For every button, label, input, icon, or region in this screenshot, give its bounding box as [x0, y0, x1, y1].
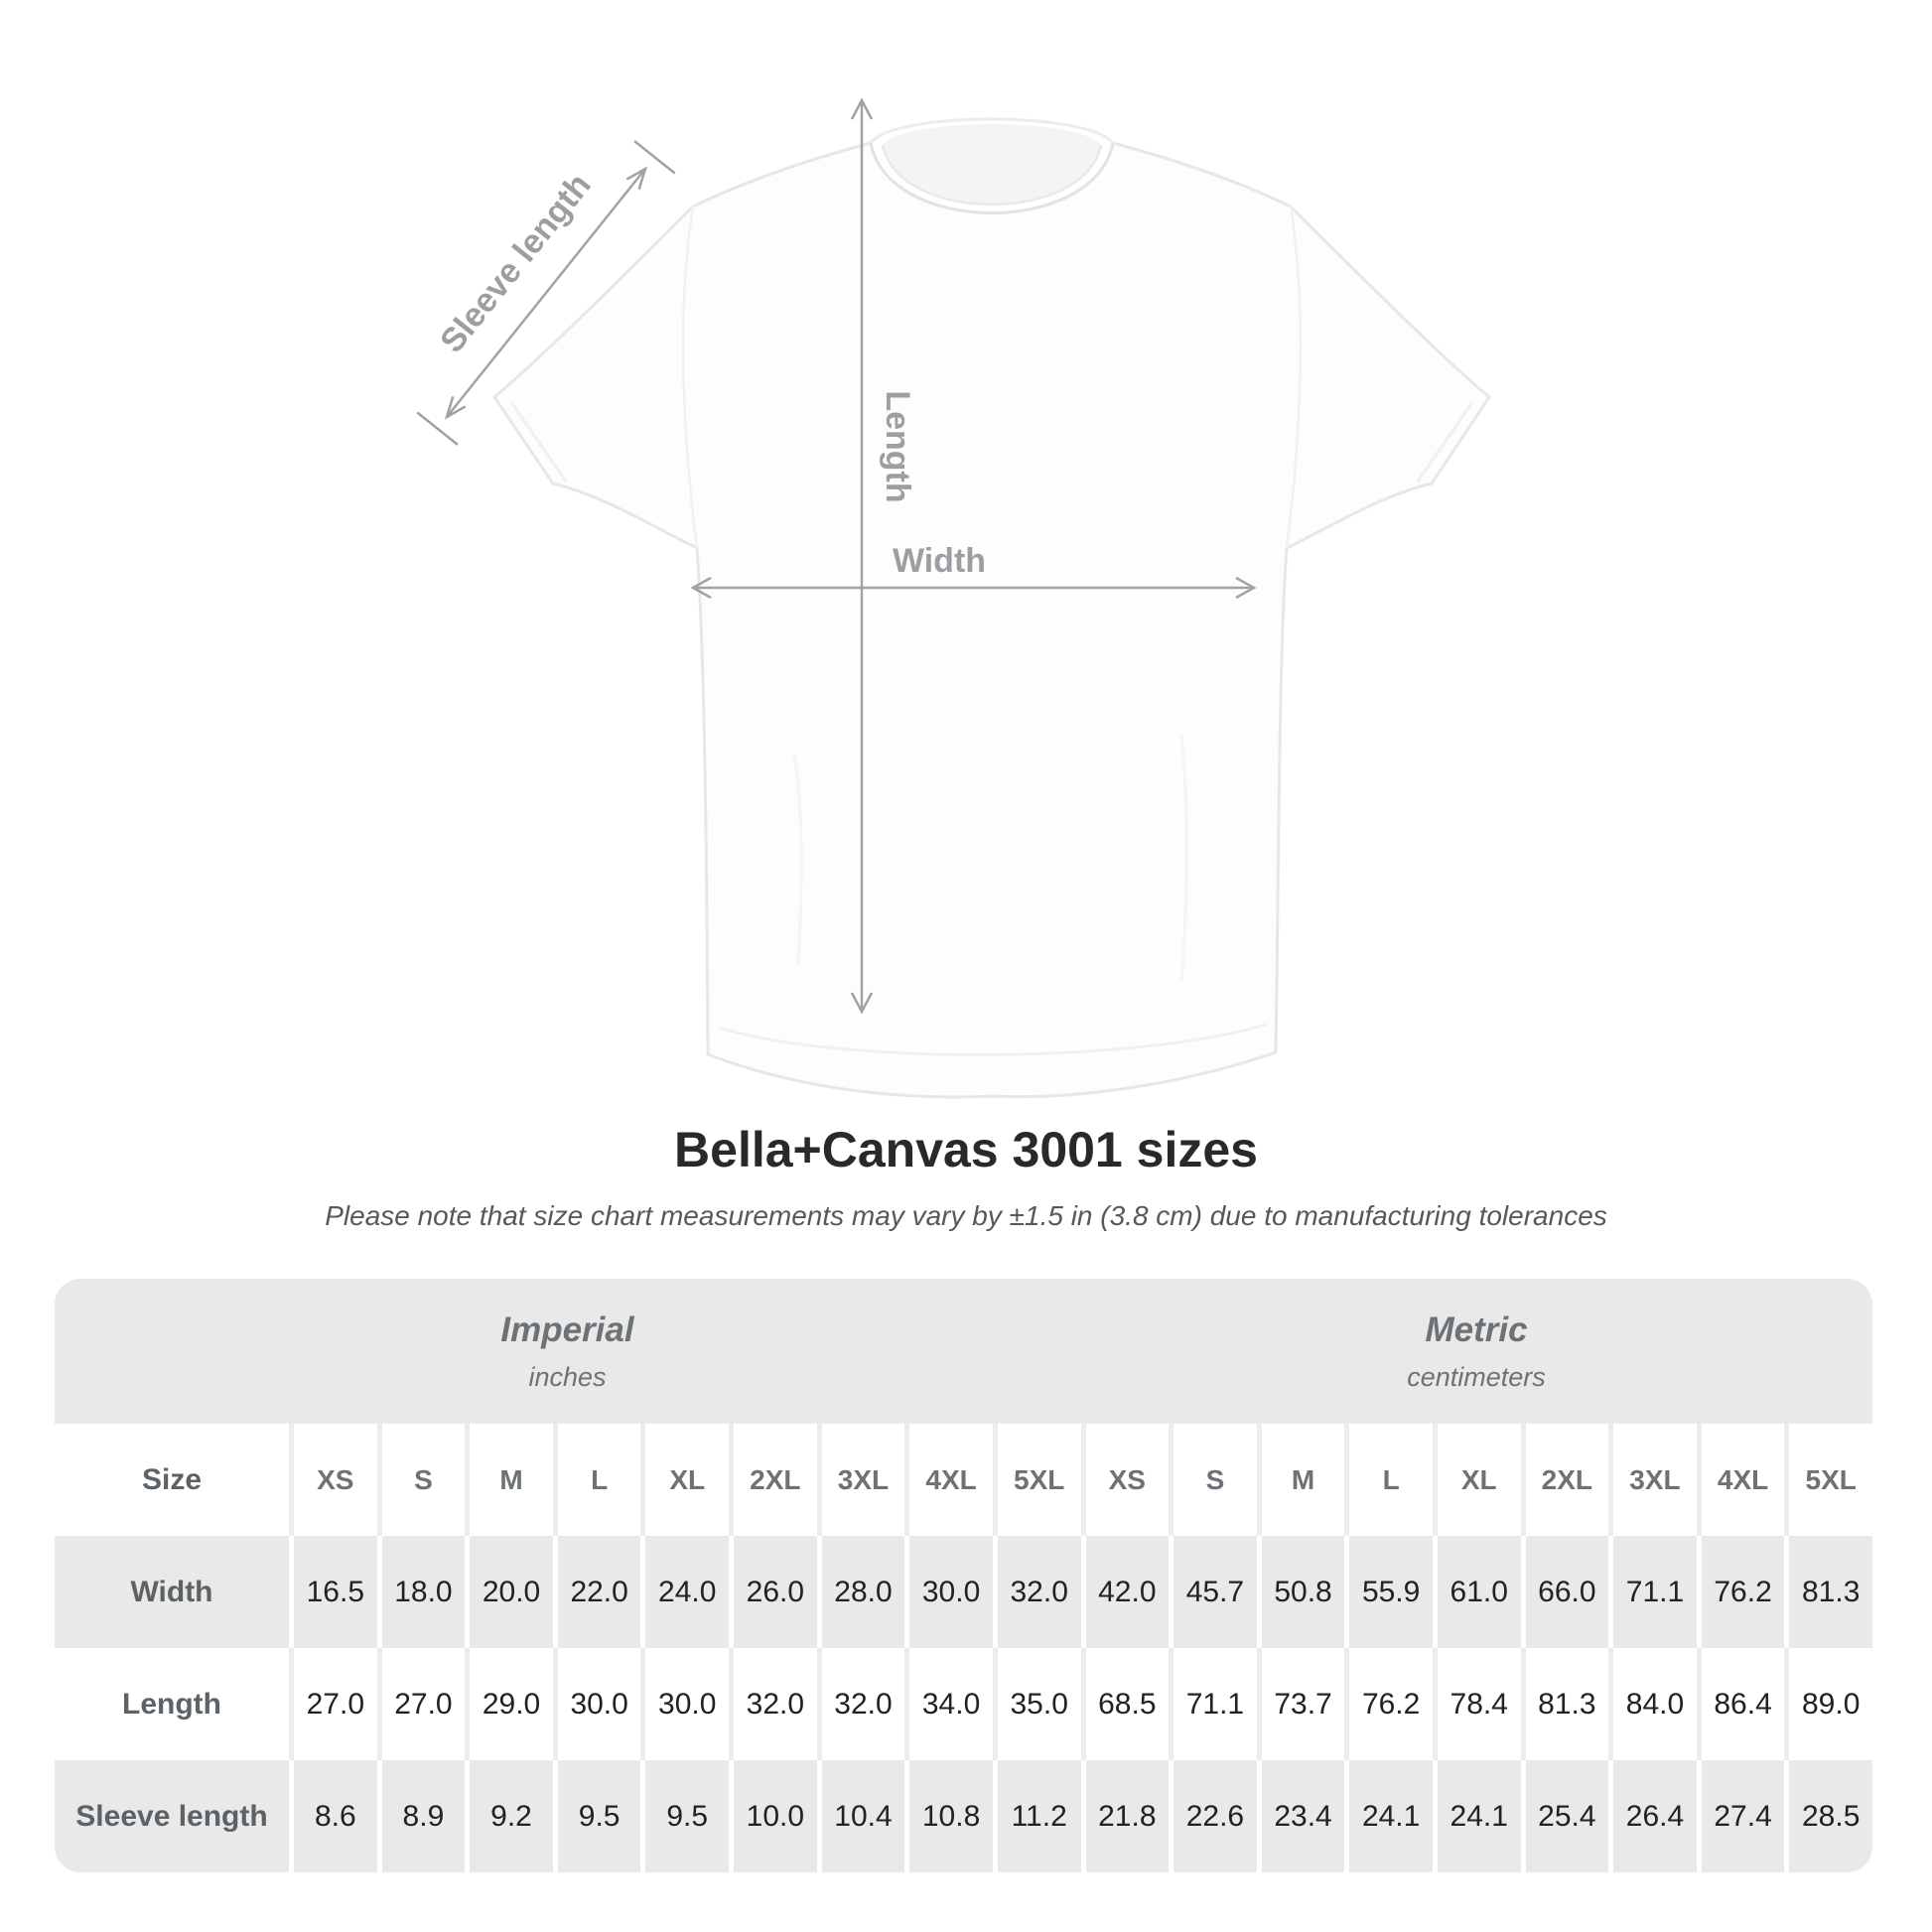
value-cell: 76.2: [1344, 1648, 1433, 1760]
size-table: [55, 1279, 1872, 1872]
value-cell: 84.0: [1608, 1648, 1697, 1760]
value-cell: 9.5: [553, 1760, 641, 1872]
size-header-cell: 3XL: [1608, 1424, 1697, 1536]
value-cell: 86.4: [1697, 1648, 1785, 1760]
value-cell: 42.0: [1081, 1536, 1170, 1648]
value-cell: 28.5: [1784, 1760, 1872, 1872]
collar: [883, 124, 1101, 205]
value-cell: 30.0: [904, 1536, 993, 1648]
value-cell: 20.0: [465, 1536, 553, 1648]
size-header-cell: XL: [640, 1424, 729, 1536]
value-cell: 81.3: [1521, 1648, 1609, 1760]
value-cell: 35.0: [993, 1648, 1081, 1760]
value-cell: 26.4: [1608, 1760, 1697, 1872]
metric-group-header: [1080, 1279, 1872, 1424]
tshirt-measurement-diagram: [377, 60, 1519, 1112]
value-cell: 28.0: [817, 1536, 905, 1648]
row-label-cell: Width: [55, 1536, 289, 1648]
value-cell: 27.0: [377, 1648, 466, 1760]
size-header-cell: 2XL: [729, 1424, 817, 1536]
page-title: Bella+Canvas 3001 sizes: [674, 1122, 1258, 1177]
value-cell: 22.6: [1169, 1760, 1257, 1872]
value-cell: 66.0: [1521, 1536, 1609, 1648]
value-cell: 73.7: [1257, 1648, 1345, 1760]
value-cell: 76.2: [1697, 1536, 1785, 1648]
metric-group-unit: centimeters: [1407, 1361, 1546, 1392]
size-header-cell: XS: [289, 1424, 377, 1536]
value-cell: 10.0: [729, 1760, 817, 1872]
value-cell: 18.0: [377, 1536, 466, 1648]
value-cell: 24.1: [1433, 1760, 1521, 1872]
row-label-cell: Sleeve length: [55, 1760, 289, 1872]
value-cell: 16.5: [289, 1536, 377, 1648]
size-header-cell: M: [465, 1424, 553, 1536]
value-cell: 81.3: [1784, 1536, 1872, 1648]
unit-group-band: [55, 1279, 1872, 1424]
value-cell: 68.5: [1081, 1648, 1170, 1760]
value-cell: 27.4: [1697, 1760, 1785, 1872]
size-column-title: Size: [55, 1424, 289, 1536]
size-header-cell: M: [1257, 1424, 1345, 1536]
size-header-cell: S: [1169, 1424, 1257, 1536]
value-cell: 25.4: [1521, 1760, 1609, 1872]
size-header-cell: L: [553, 1424, 641, 1536]
value-cell: 71.1: [1608, 1536, 1697, 1648]
value-cell: 29.0: [465, 1648, 553, 1760]
value-cell: 27.0: [289, 1648, 377, 1760]
value-cell: 8.6: [289, 1760, 377, 1872]
row-label-cell: Length: [55, 1648, 289, 1760]
size-header-cell: 3XL: [817, 1424, 905, 1536]
value-cell: 32.0: [729, 1648, 817, 1760]
value-cell: 22.0: [553, 1536, 641, 1648]
value-cell: 30.0: [640, 1648, 729, 1760]
imperial-group-unit: inches: [528, 1361, 607, 1392]
value-cell: 55.9: [1344, 1536, 1433, 1648]
size-header-cell: 4XL: [904, 1424, 993, 1536]
sleeve-length-label: Sleeve length: [433, 166, 599, 360]
value-cell: 45.7: [1169, 1536, 1257, 1648]
value-cell: 24.1: [1344, 1760, 1433, 1872]
value-cell: 21.8: [1081, 1760, 1170, 1872]
size-header-cell: 4XL: [1697, 1424, 1785, 1536]
value-cell: 32.0: [993, 1536, 1081, 1648]
value-cell: 11.2: [993, 1760, 1081, 1872]
value-cell: 34.0: [904, 1648, 993, 1760]
imperial-group-title: Imperial: [500, 1310, 634, 1349]
value-cell: 78.4: [1433, 1648, 1521, 1760]
value-cell: 24.0: [640, 1536, 729, 1648]
size-header-cell: 2XL: [1521, 1424, 1609, 1536]
value-cell: 61.0: [1433, 1536, 1521, 1648]
size-header-cell: XS: [1081, 1424, 1170, 1536]
metric-group-title: Metric: [1425, 1310, 1528, 1349]
value-cell: 71.1: [1169, 1648, 1257, 1760]
tshirt-illustration: [494, 119, 1489, 1097]
imperial-group-header: [55, 1279, 1080, 1424]
width-label: Width: [892, 542, 987, 580]
value-cell: 9.5: [640, 1760, 729, 1872]
value-cell: 10.4: [817, 1760, 905, 1872]
length-label: Length: [879, 390, 916, 503]
size-header-cell: 5XL: [993, 1424, 1081, 1536]
size-header-cell: L: [1344, 1424, 1433, 1536]
value-cell: 10.8: [904, 1760, 993, 1872]
size-header-cell: S: [377, 1424, 466, 1536]
size-grid: [55, 1424, 1872, 1872]
page-subtitle: Please note that size chart measurements may vary by ±1.5 in (3.8 cm) due to manufacturing tolerances: [325, 1200, 1607, 1231]
value-cell: 30.0: [553, 1648, 641, 1760]
value-cell: 89.0: [1784, 1648, 1872, 1760]
value-cell: 9.2: [465, 1760, 553, 1872]
size-header-cell: 5XL: [1784, 1424, 1872, 1536]
value-cell: 8.9: [377, 1760, 466, 1872]
size-header-cell: XL: [1433, 1424, 1521, 1536]
value-cell: 32.0: [817, 1648, 905, 1760]
value-cell: 26.0: [729, 1536, 817, 1648]
value-cell: 50.8: [1257, 1536, 1345, 1648]
value-cell: 23.4: [1257, 1760, 1345, 1872]
